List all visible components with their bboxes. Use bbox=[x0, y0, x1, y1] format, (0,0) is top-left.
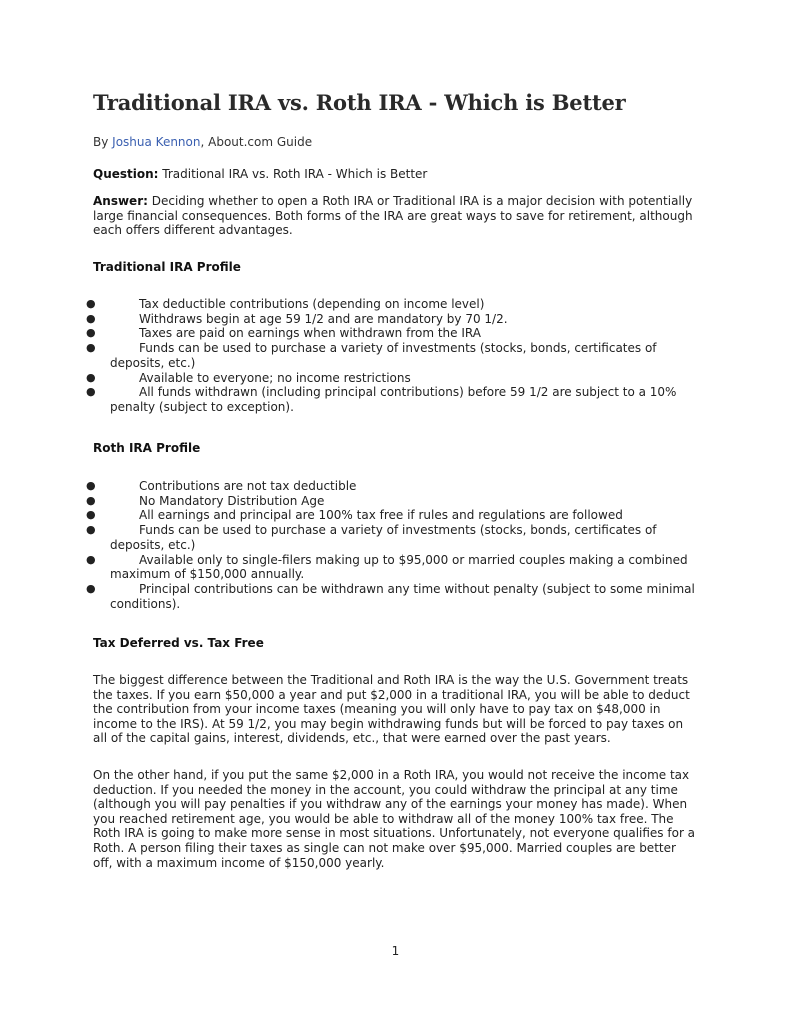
question-paragraph bbox=[93, 167, 703, 182]
list-item: ● Tax deductible contributions (depending on income level) bbox=[86, 297, 485, 311]
byline bbox=[93, 135, 312, 149]
answer-label: Answer: bbox=[93, 194, 148, 208]
question-label: Question: bbox=[93, 167, 159, 181]
bullet-icon: ● bbox=[86, 552, 96, 566]
list-item: ● No Mandatory Distribution Age bbox=[86, 493, 325, 508]
list-item: ● Withdraws begin at age 59 1/2 and are mandatory by 70 1/2. bbox=[86, 311, 508, 326]
tax-section-heading: Tax Deferred vs. Tax Free bbox=[93, 636, 264, 650]
bullet-icon: ● bbox=[86, 581, 96, 595]
bullet-icon: ● bbox=[86, 311, 96, 325]
bullet-icon: ● bbox=[86, 297, 96, 310]
list-item: ● Taxes are paid on earnings when withdrawn from the IRA bbox=[86, 326, 481, 341]
question-text: Traditional IRA vs. Roth IRA - Which is Better bbox=[158, 167, 428, 181]
list-item: ● All earnings and principal are 100% tax free if rules and regulations are followed bbox=[86, 508, 623, 523]
tax-paragraph-2: On the other hand, if you put the same $2,000 in a Roth IRA, you would not receive the income tax deduction. If you needed the money in the account, you could withdraw the principal at any time (although you will pay penalties if you withdraw any of the earnings your money has made). When you reached retirement age, you would be able to withdraw all of the money 100% tax free. The Roth IRA is going to make more sense in most situations. Unfortunately, not everyone qualifies for a Roth. A person filing their taxes as single can not make over $95,000. Married couples are better off, with a maximum income of $150,000 yearly. bbox=[93, 768, 696, 870]
author-link[interactable]: Joshua Kennon bbox=[112, 135, 201, 149]
answer-text: Deciding whether to open a Roth IRA or Traditional IRA is a major decision with potentially large financial consequences. Both forms of the IRA are great ways to save for retirement, although each offers different advantages. bbox=[93, 194, 693, 238]
list-item: ● Funds can be used to purchase a variety of investments (stocks, bonds, certificates of deposits, etc.) bbox=[86, 341, 657, 370]
list-item: ● Available to everyone; no income restrictions bbox=[86, 370, 411, 385]
bullet-icon: ● bbox=[86, 370, 96, 384]
traditional-heading: Traditional IRA Profile bbox=[93, 260, 241, 274]
list-item: ● All funds withdrawn (including principal contributions) before 59 1/2 are subject to a 10% penalty (subject to exception). bbox=[86, 385, 677, 414]
list-item: ● Funds can be used to purchase a variety of investments (stocks, bonds, certificates of deposits, etc.) bbox=[86, 523, 657, 552]
byline-prefix: By bbox=[93, 135, 113, 149]
bullet-icon: ● bbox=[86, 493, 96, 507]
list-item: ● Principal contributions can be withdrawn any time without penalty (subject to some minimal conditions). bbox=[86, 581, 695, 611]
page-number: 1 bbox=[391, 944, 400, 958]
bullet-icon: ● bbox=[86, 508, 96, 522]
bullet-icon: ● bbox=[86, 385, 96, 399]
byline-suffix: , About.com Guide bbox=[200, 135, 313, 149]
tax-paragraph-1: The biggest difference between the Traditional and Roth IRA is the way the U.S. Government treats the taxes. If you earn $50,000 a year and put $2,000 in a traditional IRA, you will be able to deduct the contribution from your income taxes (meaning you will only have to pay tax on $48,000 in income to the IRS). At 59 1/2, you may begin withdrawing funds but will be forced to pay taxes on all of the capital gains, interest, dividends, etc., that were earned over the past years. bbox=[93, 673, 690, 746]
answer-paragraph bbox=[93, 194, 693, 238]
list-item: ● Available only to single-filers making up to $95,000 or married couples making a combined maximum of $150,000 annually. bbox=[86, 552, 688, 582]
list-item: ● Contributions are not tax deductible bbox=[86, 479, 357, 493]
bullet-icon: ● bbox=[86, 523, 96, 537]
bullet-icon: ● bbox=[86, 326, 96, 340]
bullet-icon: ● bbox=[86, 341, 96, 355]
traditional-list bbox=[86, 297, 706, 415]
roth-list bbox=[86, 479, 706, 611]
roth-heading: Roth IRA Profile bbox=[93, 441, 201, 455]
page-title: Traditional IRA vs. Roth IRA - Which is Better bbox=[93, 90, 626, 115]
bullet-icon: ● bbox=[86, 479, 96, 492]
